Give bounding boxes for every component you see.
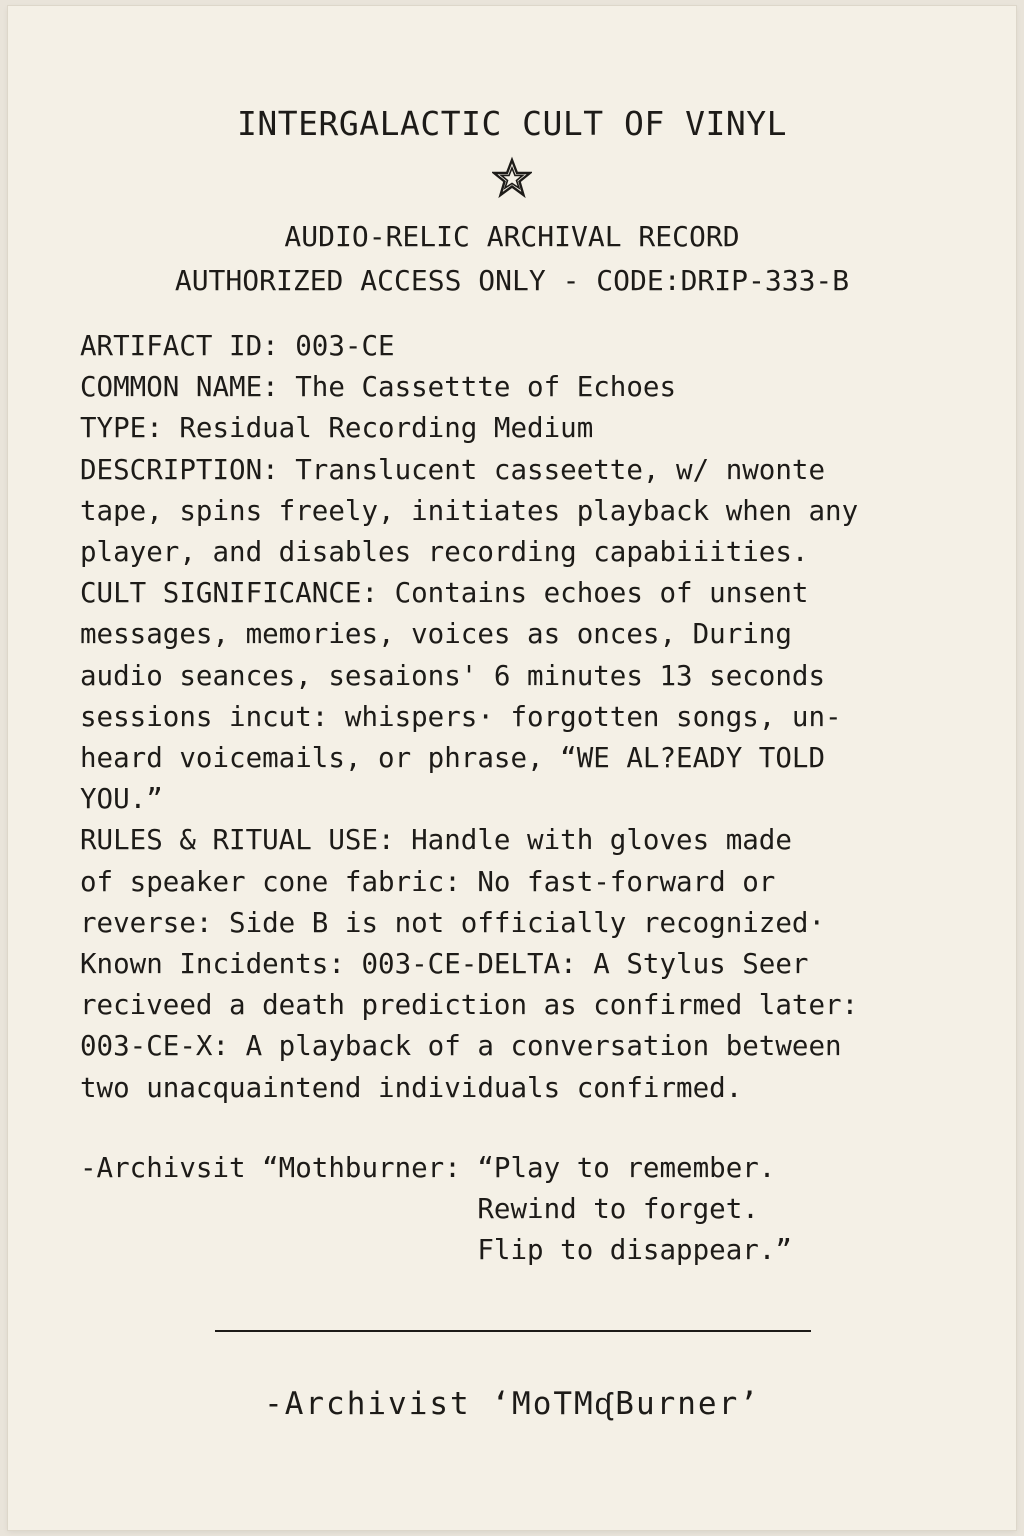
record-line: 003-CE-X: A playback of a conversation between bbox=[80, 1030, 842, 1063]
record-line: reciveed a death prediction as confirmed later: bbox=[80, 989, 859, 1022]
record-body bbox=[80, 326, 960, 1109]
quote-line: -Archivsit “Mothburner: “Play to remember. bbox=[80, 1152, 776, 1184]
record-subtitle: AUDIO-RELIC ARCHIVAL RECORD bbox=[284, 220, 740, 253]
quote-line: Rewind to forget. bbox=[80, 1193, 759, 1225]
record-line: tape, spins freely, initiates playback when any bbox=[80, 494, 859, 527]
document-title: INTERGALACTIC CULT OF VINYL bbox=[237, 104, 787, 143]
record-line: CULT SIGNIFICANCE: Contains echoes of unsent bbox=[80, 577, 809, 610]
record-line: Known Incidents: 003-CE-DELTA: A Stylus Seer bbox=[80, 948, 809, 981]
record-line: sessions incut: whispers· forgotten songs, un- bbox=[80, 700, 842, 733]
record-line: reverse: Side B is not officially recognized· bbox=[80, 906, 826, 939]
record-line: ARTIFACT ID: 003-CE bbox=[80, 330, 395, 362]
record-line: audio seances, sesaions' 6 minutes 13 seconds bbox=[80, 659, 826, 692]
record-line: COMMON NAME: The Cassettte of Echoes bbox=[80, 371, 677, 404]
pentagram-star-icon bbox=[8, 156, 1016, 204]
quote-line: Flip to disappear.” bbox=[80, 1234, 792, 1266]
archival-record-card bbox=[8, 6, 1016, 1530]
archivist-signature: -Archivist ‘MoTMᶑBurner’ bbox=[264, 1386, 760, 1422]
record-line: RULES & RITUAL USE: Handle with gloves made bbox=[80, 824, 792, 857]
record-line: player, and disables recording capabiiities. bbox=[80, 536, 809, 569]
record-line: DESCRIPTION: Translucent casseette, w/ nwonte bbox=[80, 453, 826, 486]
access-code-line: AUTHORIZED ACCESS ONLY - CODE:DRIP-333-B bbox=[174, 264, 850, 297]
record-line: messages, memories, voices as onces, During bbox=[80, 618, 792, 651]
record-line: TYPE: Residual Recording Medium bbox=[80, 412, 594, 445]
signature-rule bbox=[215, 1330, 811, 1332]
pentagram-star-icon-svg bbox=[492, 156, 532, 200]
archivist-quote bbox=[80, 1148, 792, 1271]
record-line: of speaker cone fabric: No fast-forward or bbox=[80, 865, 776, 898]
record-line: YOU.” bbox=[80, 783, 163, 816]
record-line: heard voicemails, or phrase, “WE AL?EADY TOLD bbox=[80, 742, 826, 775]
record-line: two unacquaintend individuals confirmed. bbox=[80, 1071, 743, 1104]
